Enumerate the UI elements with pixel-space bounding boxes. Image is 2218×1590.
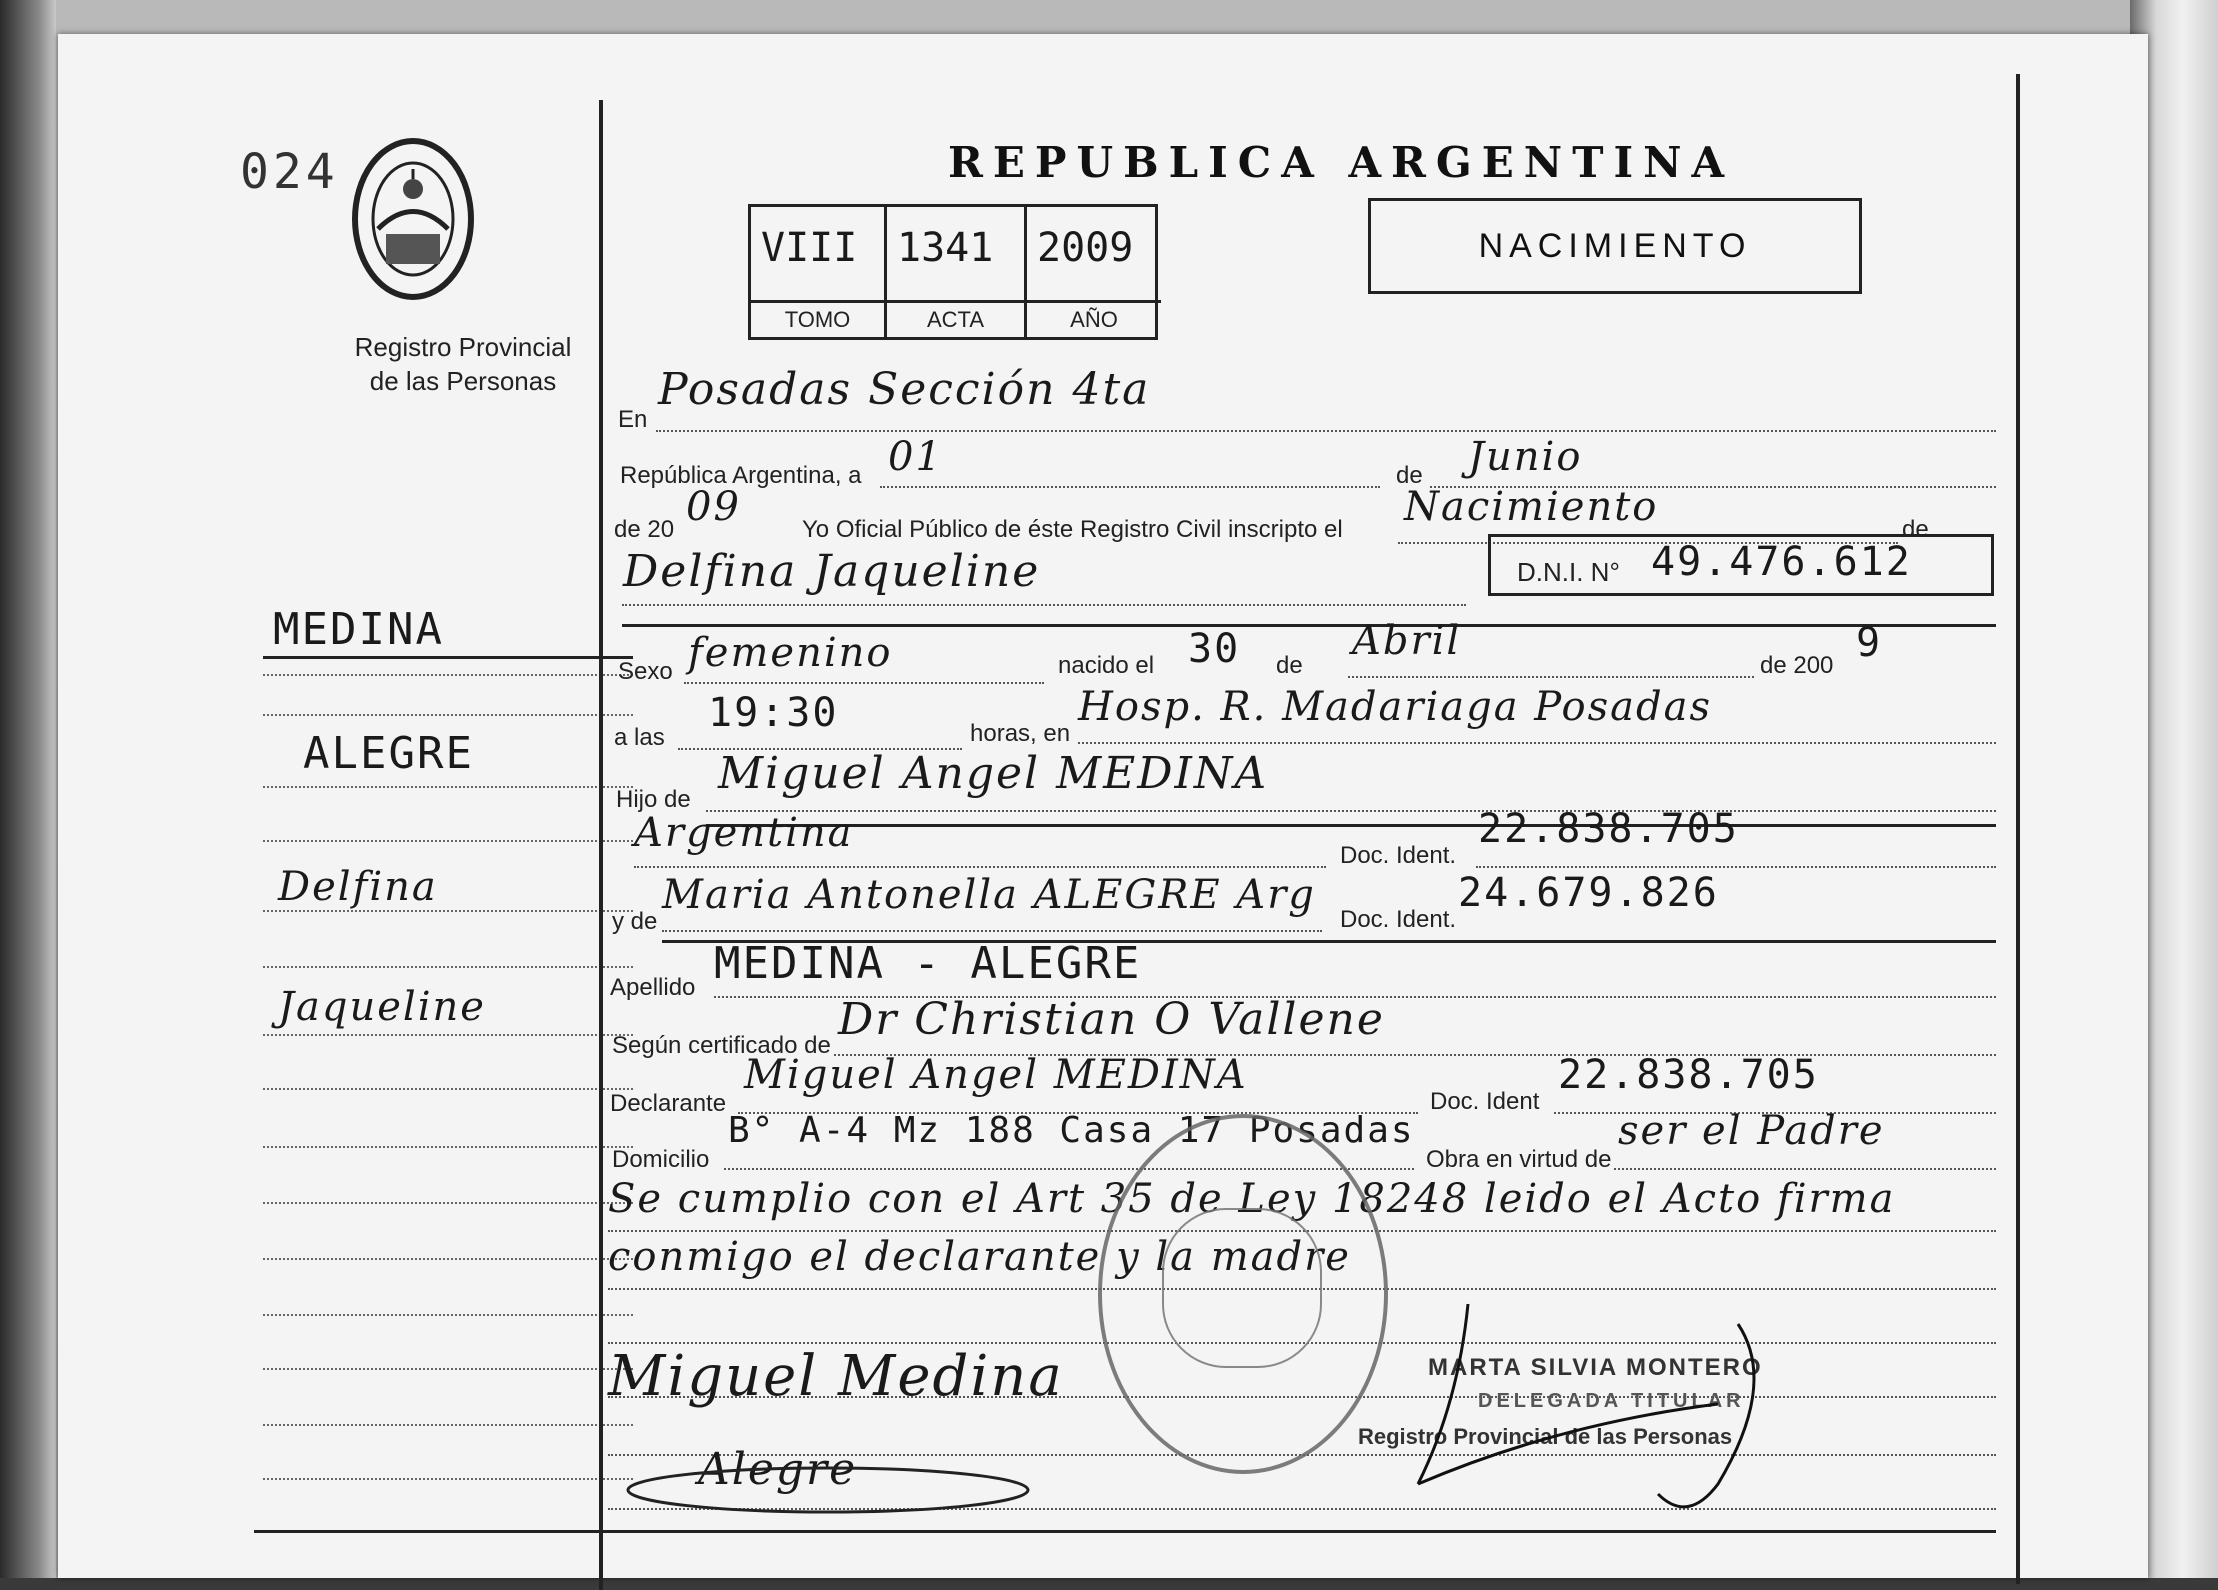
de20-label: de 20 xyxy=(614,516,675,543)
fill-line xyxy=(622,604,1466,606)
province-seal-icon xyxy=(348,134,478,304)
dni-value: 49.476.612 xyxy=(1651,539,1912,585)
stub-rule xyxy=(263,840,633,842)
section-rule xyxy=(706,824,1996,827)
birth-day: 30 xyxy=(1188,626,1241,672)
oficial-label: Yo Oficial Público de éste Registro Civil inscripto el xyxy=(802,516,1343,543)
obra-value: ser el Padre xyxy=(1618,1108,1885,1154)
registry-month: Junio xyxy=(1468,434,1583,480)
registry-reference-box xyxy=(748,204,1158,340)
stub-rule xyxy=(263,1368,633,1370)
stub-name1: Delfina xyxy=(278,864,438,910)
de-label-3: de xyxy=(1276,652,1303,679)
mother-signature-flourish xyxy=(618,1454,1038,1524)
stub-rule xyxy=(263,1034,633,1036)
de200-label: de 200 xyxy=(1760,652,1834,679)
stub-rule xyxy=(263,786,633,788)
fill-line xyxy=(656,430,1996,432)
registry-year: 09 xyxy=(686,484,741,530)
section-rule xyxy=(622,624,1996,627)
birth-certificate-page xyxy=(58,34,2148,1578)
father-doc: 22.838.705 xyxy=(1478,806,1739,852)
record-type-box: NACIMIENTO xyxy=(1368,198,1862,294)
sexo-label: Sexo xyxy=(618,658,673,685)
official-name: MARTA SILVIA MONTERO xyxy=(1428,1354,1763,1381)
binder-left-edge xyxy=(0,0,56,1578)
stub-rule xyxy=(263,1314,633,1316)
fill-line xyxy=(1614,1168,1996,1170)
sex-value: femenino xyxy=(688,630,893,676)
doc-label: Doc. Ident. xyxy=(1340,842,1457,869)
official-round-stamp xyxy=(1098,1114,1388,1474)
stub-rule xyxy=(263,656,633,659)
stub-surname1: MEDINA xyxy=(273,604,444,655)
father-nationality: Argentina xyxy=(634,810,854,856)
column-divider xyxy=(599,100,603,1590)
segun-label: Según certificado de xyxy=(612,1032,831,1059)
fill-line xyxy=(706,810,1996,812)
stamp-inner-emblem xyxy=(1162,1208,1322,1368)
declarante-doc: 22.838.705 xyxy=(1558,1052,1819,1098)
stub-rule xyxy=(263,1424,633,1426)
registry-label-line1: Registro Provincial xyxy=(354,332,572,362)
anio-cell xyxy=(1027,207,1161,337)
fill-line xyxy=(634,866,1326,868)
stub-rule xyxy=(263,1202,633,1204)
fill-line xyxy=(1476,866,1996,868)
acta-cell xyxy=(887,207,1027,337)
official-office: Registro Provincial de las Personas xyxy=(1358,1424,1733,1449)
alas-label: a las xyxy=(614,724,665,751)
stub-rule xyxy=(263,1146,633,1148)
registry-day: 01 xyxy=(888,434,943,480)
stub-rule xyxy=(254,1530,624,1533)
dni-label: D.N.I. N° xyxy=(1517,557,1620,587)
page-right-border xyxy=(2016,74,2020,1584)
official-signature xyxy=(1358,1284,1878,1544)
nacido-label: nacido el xyxy=(1058,652,1155,679)
stub-rule xyxy=(263,1088,633,1090)
tomo-value: VIII xyxy=(761,225,858,271)
stub-rule xyxy=(263,714,633,716)
tomo-cell xyxy=(751,207,887,337)
country-title: REPUBLICA ARGENTINA xyxy=(948,138,1735,187)
fill-line xyxy=(684,682,1044,684)
hijo-label: Hijo de xyxy=(616,786,691,813)
mother-signature: Alegre xyxy=(698,1444,858,1495)
domicilio-label: Domicilio xyxy=(612,1146,710,1173)
apellido-label: Apellido xyxy=(610,974,696,1001)
official-title: DELEGADA TITULAR xyxy=(1478,1390,1745,1412)
fill-line xyxy=(662,930,1322,932)
declarante-name: Miguel Angel MEDINA xyxy=(744,1052,1248,1098)
registry-label-line2: de las Personas xyxy=(369,366,557,396)
anio-label: AÑO xyxy=(1027,300,1161,333)
de-label-2: de xyxy=(1902,516,1929,543)
republica-label: República Argentina, a xyxy=(620,462,862,489)
domicilio-value: B° A-4 Mz 188 Casa 17 Posadas xyxy=(728,1110,1415,1151)
acta-value: 1341 xyxy=(897,225,994,271)
declarante-label: Declarante xyxy=(610,1090,727,1117)
stub-column xyxy=(58,34,598,1578)
birth-year-digit: 9 xyxy=(1856,620,1883,666)
horas-label: horas, en xyxy=(970,720,1071,747)
fill-line xyxy=(1348,676,1754,678)
declarant-signature: Miguel Medina xyxy=(608,1344,1064,1409)
stub-rule xyxy=(263,674,633,676)
certifying-doctor: Dr Christian O Vallene xyxy=(838,994,1385,1045)
obra-label: Obra en virtud de xyxy=(1426,1146,1612,1173)
stub-name2: Jaqueline xyxy=(278,984,486,1030)
dni-box xyxy=(1488,534,1994,596)
child-full-name: Delfina Jaqueline xyxy=(623,546,1041,597)
birth-time: 19:30 xyxy=(708,690,839,736)
inscripto-value: Nacimiento xyxy=(1404,484,1659,530)
place-of-registry: Posadas Sección 4ta xyxy=(658,364,1151,415)
birth-place: Hosp. R. Madariaga Posadas xyxy=(1078,684,1712,730)
stub-number: 024 xyxy=(240,144,339,200)
stub-rule xyxy=(263,1478,633,1480)
registry-label xyxy=(298,330,628,398)
stub-rule xyxy=(263,966,633,968)
fill-line xyxy=(1078,742,1996,744)
yde-label: y de xyxy=(612,908,658,935)
fill-line xyxy=(880,486,1380,488)
doc-label-mother: Doc. Ident. xyxy=(1340,906,1457,933)
anio-value: 2009 xyxy=(1037,225,1134,271)
stub-rule xyxy=(263,910,633,912)
stub-surname2: ALEGRE xyxy=(303,728,474,779)
note-line-1: Se cumplio con el Art 35 de Ley 18248 leido el Acto firma xyxy=(608,1176,1896,1222)
father-name: Miguel Angel MEDINA xyxy=(718,748,1269,799)
doc-label-declarante: Doc. Ident xyxy=(1430,1088,1540,1115)
birth-month: Abril xyxy=(1352,618,1462,664)
note-line-2: conmigo el declarante y la madre xyxy=(608,1234,1351,1280)
tomo-label: TOMO xyxy=(751,300,884,333)
de-label: de xyxy=(1396,462,1423,489)
en-label: En xyxy=(618,406,648,433)
stub-rule xyxy=(263,1258,633,1260)
mother-name: Maria Antonella ALEGRE Arg xyxy=(662,872,1316,918)
apellido-value: MEDINA - ALEGRE xyxy=(714,938,1142,989)
mother-doc: 24.679.826 xyxy=(1458,870,1719,916)
acta-label: ACTA xyxy=(887,300,1024,333)
